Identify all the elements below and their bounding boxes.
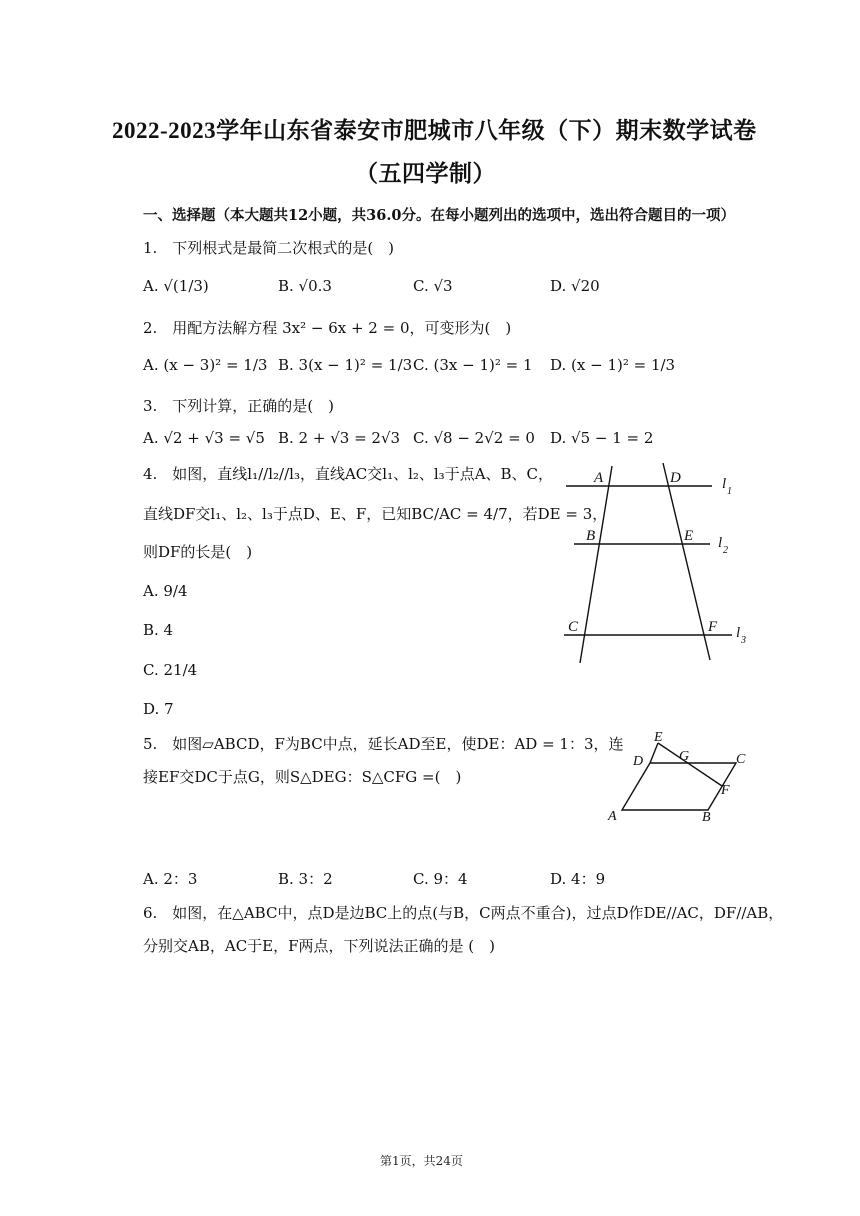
question-5-figure [600, 725, 760, 830]
question-3-option-d: D. √5 − 1 = 2 [550, 429, 654, 447]
label-d: D [633, 754, 644, 769]
question-5-line-2: 接EF交DC于点G，则S△DEG：S△CFG =( ) [143, 768, 462, 786]
page-subtitle: （五四学制） [355, 161, 496, 186]
question-2-option-a: A. (x − 3)² = 1/3 [143, 356, 268, 374]
question-1-option-c: C. √3 [413, 277, 453, 295]
question-4-option-b: B. 4 [143, 621, 174, 639]
label-l2: l [718, 535, 723, 551]
question-3-option-a: A. √2 + √3 = √5 [143, 429, 265, 447]
question-2-stem: 2. 用配方法解方程 3x² − 6x + 2 = 0，可变形为( ) [143, 319, 512, 337]
question-5-option-b: B. 3：2 [278, 870, 333, 888]
label-c: C [568, 619, 579, 635]
label-l3: l [736, 625, 741, 641]
label-a: A [594, 470, 604, 486]
question-5-option-c: C. 9：4 [413, 870, 468, 888]
label-f: F [708, 619, 718, 635]
label-f: F [721, 783, 730, 798]
label-l1-sub: 1 [727, 486, 732, 497]
label-d: D [670, 470, 681, 486]
question-1-option-b: B. √0.3 [278, 277, 332, 295]
question-4-line-1: 4. 如图，直线l₁//l₂//l₃，直线AC交l₁、l₂、l₃于点A、B、C， [143, 465, 554, 483]
label-e: E [654, 730, 663, 745]
label-a: A [608, 809, 617, 824]
question-4-figure [560, 458, 760, 673]
question-5-line-1: 5. 如图▱ABCD，F为BC中点，延长AD至E，使DE：AD = 1：3，连 [143, 735, 624, 753]
page-title: 2022-2023学年山东省泰安市肥城市八年级（下）期末数学试卷 [112, 118, 757, 143]
label-b: B [702, 810, 711, 825]
question-4-option-d: D. 7 [143, 700, 174, 718]
question-2-option-c: C. (3x − 1)² = 1 [413, 356, 533, 374]
question-4-option-a: A. 9/4 [143, 582, 188, 600]
parallelogram-abcd [622, 763, 736, 810]
label-e: E [684, 528, 694, 544]
label-c: C [736, 752, 746, 767]
label-g: G [679, 749, 690, 764]
segment-ef [658, 743, 722, 786]
label-b: B [586, 528, 596, 544]
question-1-option-d: D. √20 [550, 277, 600, 295]
section-heading: 一、选择题（本大题共12小题，共36.0分。在每小题列出的选项中，选出符合题目的一项） [143, 207, 735, 224]
question-3-stem: 3. 下列计算，正确的是( ) [143, 397, 335, 415]
question-6-line-2: 分别交AB，AC于E，F两点，下列说法正确的是 ( ) [143, 937, 495, 955]
question-4-option-c: C. 21/4 [143, 661, 198, 679]
label-l2-sub: 2 [723, 545, 728, 556]
question-3-option-c: C. √8 − 2√2 = 0 [413, 429, 535, 447]
question-1-option-a: A. √(1/3) [143, 277, 209, 295]
question-4-line-2: 直线DF交l₁、l₂、l₃于点D、E、F，已知BC/AC = 4/7，若DE = 3， [143, 505, 608, 523]
line-ac [580, 466, 612, 663]
question-1-stem: 1. 下列根式是最简二次根式的是( ) [143, 239, 395, 257]
label-l1: l [722, 476, 727, 492]
question-6-line-1: 6. 如图，在△ABC中，点D是边BC上的点(与B，C两点不重合)，过点D作DE//AC，DF//AB， [143, 904, 784, 922]
question-2-option-b: B. 3(x − 1)² = 1/3 [278, 356, 413, 374]
line-df [663, 463, 710, 660]
question-4-line-3: 则DF的长是( ) [143, 543, 253, 561]
question-2-option-d: D. (x − 1)² = 1/3 [550, 356, 676, 374]
question-5-option-d: D. 4：9 [550, 870, 606, 888]
question-5-option-a: A. 2：3 [143, 870, 198, 888]
page-footer: 第1页，共24页 [380, 1154, 463, 1168]
question-3-option-b: B. 2 + √3 = 2√3 [278, 429, 401, 447]
label-l3-sub: 3 [741, 635, 746, 646]
segment-de [650, 743, 658, 763]
